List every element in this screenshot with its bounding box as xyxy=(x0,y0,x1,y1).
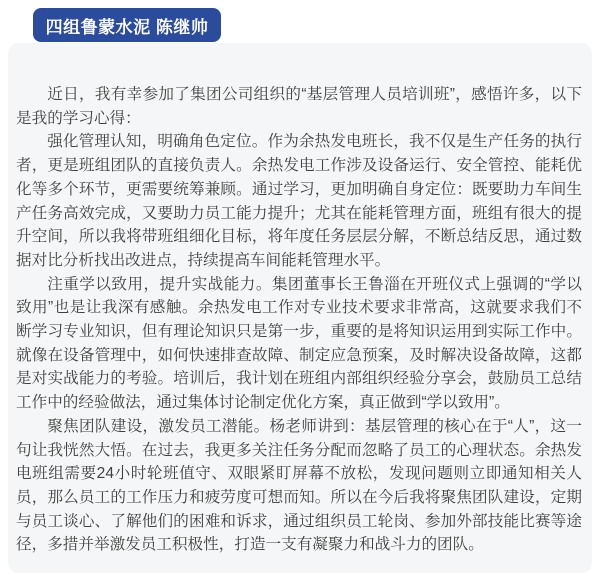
author-badge xyxy=(33,8,221,42)
paragraph-intro: 近日，我有幸参加了集团公司组织的“基层管理人员培训班”，感悟许多，以下是我的学习心得： xyxy=(16,86,582,127)
paragraph-learning-application: 注重学以致用，提升实战能力。集团董事长王鲁淄在开班仪式上强调的“学以致用”也是让我深有感触。余热发电工作对专业技术要求非常高，这就要求我们不断学习专业知识，但有理论知识只是第一步，重要的是将知识运用到实际工作中。就像在设备管理中，如何快速排查故障、制定应急预案，及时解决设备故障，这都是对实战能力的考验。培训后，我计划在班组内部组织经验分享会，鼓励员工总结工作中的经验做法，通过集体讨论制定优化方案，真正做到“学以致用”。 xyxy=(16,275,582,412)
author-badge-label: 四组鲁蒙水泥 陈继帅 xyxy=(45,17,209,37)
paragraph-team-building: 聚焦团队建设，激发员工潜能。杨老师讲到：基层管理的核心在于“人”，这一句让我恍然大悟。在过去，我更多关注任务分配而忽略了员工的心理状态。余热发电班组需要24小时轮班值守、双眼紧盯屏幕不放松，发现问题则立即通知相关人员，那么员工的工作压力和疲劳度可想而知。所以在今后我将聚焦团队建设，定期与员工谈心、了解他们的困难和诉求，通过组织员工轮岗、参加外部技能比赛等途径，多措并举激发员工积极性，打造一支有凝聚力和战斗力的团队。 xyxy=(16,417,582,554)
article-panel xyxy=(8,43,592,573)
paragraph-management-cognition: 强化管理认知，明确角色定位。作为余热发电班长，我不仅是生产任务的执行者，更是班组团队的直接负责人。余热发电工作涉及设备运行、安全管控、能耗优化等多个环节，更需要统筹兼顾。通过学习，更加明确自身定位：既要助力车间生产任务高效完成，又要助力员工能力提升；尤其在能耗管理方面，班组有很大的提升空间，所以我将带班组细化目标，将年度任务层层分解，不断总结反思，通过数据对比分析找出改进点，持续提高车间能耗管理水平。 xyxy=(16,133,582,269)
